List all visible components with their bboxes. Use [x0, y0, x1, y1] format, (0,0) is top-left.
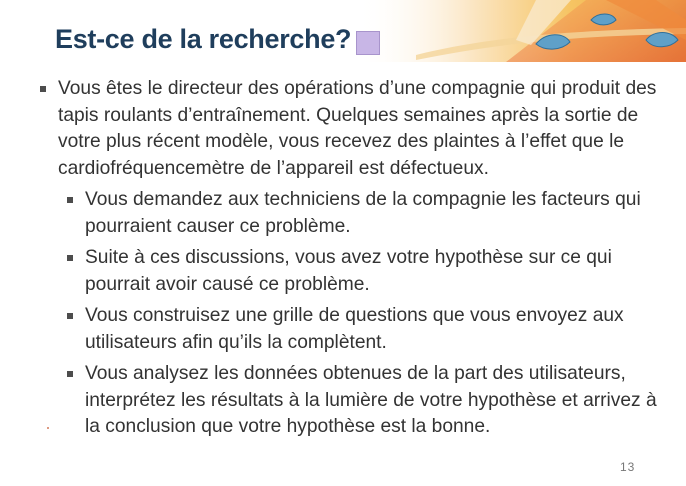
- slide-title: Est-ce de la recherche?: [55, 24, 352, 54]
- sub-bullet-item: [40, 303, 665, 356]
- bullet-text: Vous demandez aux techniciens de la compagnie les facteurs qui pourraient causer ce problème.: [85, 189, 641, 237]
- square-bullet-icon: [67, 313, 73, 319]
- sub-bullet-item: [40, 245, 665, 298]
- decorative-dot: [47, 427, 49, 429]
- header-decoration: [356, 0, 686, 62]
- square-bullet-icon: [67, 371, 73, 377]
- square-bullet-icon: [67, 197, 73, 203]
- sub-bullet-item: [40, 361, 665, 441]
- sub-bullet-item: [40, 187, 665, 240]
- bullet-text: Vous êtes le directeur des opérations d’une compagnie qui produit des tapis roulants d’entraînement. Quelques semaines après la sortie de votre plus récent modèle, vous recevez des plaintes à l’effet que le cardiofréquencemètre de l’appareil est défectueux.: [58, 78, 657, 179]
- bullet-text: Vous analysez les données obtenues de la part des utilisateurs, interprétez les résultats à la lumière de votre hypothèse et arrivez à la conclusion que votre hypothèse est la bonne.: [85, 363, 657, 437]
- page-number: 13: [620, 460, 636, 474]
- bullet-text: Vous construisez une grille de questions que vous envoyez aux utilisateurs afin qu’ils la complètent.: [85, 305, 624, 353]
- title-accent-box: [356, 31, 380, 55]
- bullet-list: [40, 76, 665, 441]
- square-bullet-icon: [67, 255, 73, 261]
- square-bullet-icon: [40, 86, 46, 92]
- bullet-text: Suite à ces discussions, vous avez votre hypothèse sur ce qui pourrait avoir causé ce problème.: [85, 247, 612, 295]
- bullet-item: [40, 76, 665, 182]
